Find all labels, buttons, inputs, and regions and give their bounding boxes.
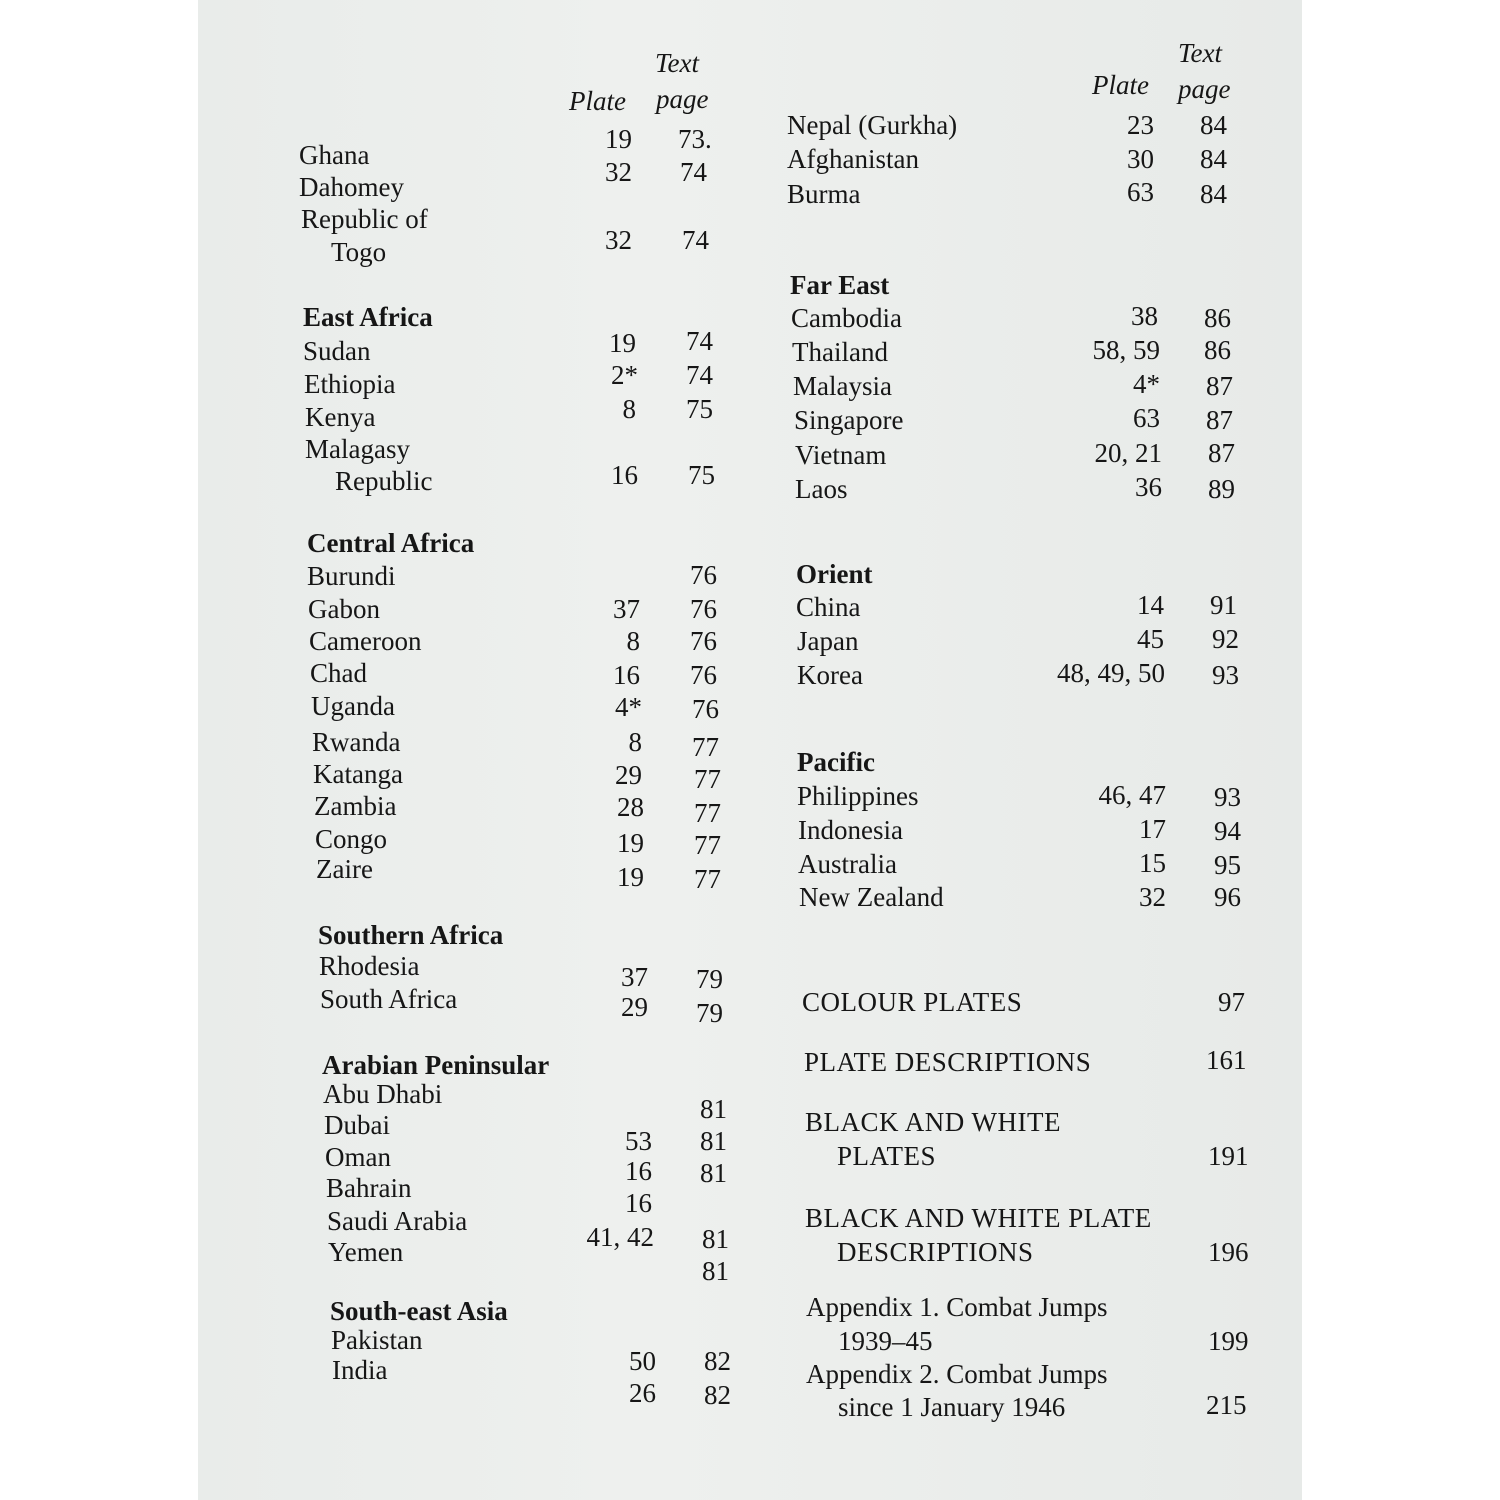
- left-top-plate: 19: [605, 124, 632, 154]
- plate-number: 32: [1139, 882, 1166, 912]
- plate-number: 16: [611, 460, 638, 490]
- entry-name: Gabon: [308, 594, 380, 624]
- left-header-text: Text: [655, 48, 700, 78]
- entry-name: Dubai: [324, 1110, 390, 1140]
- entry-name: Korea: [797, 660, 863, 690]
- plate-number: 20, 21: [1094, 438, 1162, 468]
- plate-number: 29: [621, 992, 648, 1022]
- page-number: 86: [1204, 335, 1231, 365]
- plate-number: 58, 59: [1092, 335, 1160, 365]
- entry-name: Abu Dhabi: [323, 1079, 443, 1109]
- plate-number: 4*: [1133, 369, 1160, 399]
- entry-name: Malaysia: [793, 371, 892, 401]
- page-number: 74: [686, 326, 713, 356]
- entry-name: Sudan: [303, 336, 371, 366]
- right-header-page: page: [1178, 74, 1231, 104]
- section-title-cont: 1939–45: [838, 1326, 933, 1356]
- plate-number: 8: [622, 394, 636, 424]
- plate-number: 36: [1135, 472, 1162, 502]
- plate-number: 46, 47: [1098, 780, 1166, 810]
- plate-number: 63: [1133, 403, 1160, 433]
- region-heading: Southern Africa: [318, 920, 504, 950]
- plate-number: 45: [1137, 624, 1164, 654]
- entry-name: Zambia: [314, 791, 397, 821]
- plate-number: 32: [605, 157, 632, 187]
- entry-name: Yemen: [328, 1237, 404, 1267]
- plate-number: 16: [625, 1156, 652, 1186]
- section-page: 161: [1206, 1045, 1247, 1075]
- section-title: PLATE DESCRIPTIONS: [804, 1047, 1092, 1077]
- plate-number: 2*: [611, 360, 638, 390]
- page-number: 79: [696, 964, 723, 994]
- page-number: 95: [1214, 850, 1241, 880]
- page-number: 76: [692, 694, 719, 724]
- page-number: 76: [690, 594, 717, 624]
- entry-name: Pakistan: [331, 1325, 423, 1355]
- entry-name: Congo: [315, 824, 388, 854]
- plate-number: 53: [625, 1126, 652, 1156]
- plate-number: 63: [1127, 177, 1154, 207]
- plate-number: 50: [629, 1346, 656, 1376]
- section-title: Appendix 1. Combat Jumps: [806, 1292, 1108, 1322]
- page-number: 74: [680, 157, 707, 187]
- plate-number: 14: [1137, 590, 1164, 620]
- plate-number: 16: [613, 660, 640, 690]
- region-heading: Arabian Peninsular: [322, 1050, 550, 1080]
- page-number: 81: [702, 1256, 729, 1286]
- entry-name: Chad: [310, 658, 367, 688]
- page-number: 84: [1200, 110, 1227, 140]
- page-number: 94: [1214, 816, 1241, 846]
- plate-number: 30: [1127, 144, 1154, 174]
- plate-number: 15: [1139, 848, 1166, 878]
- page-number: 86: [1204, 303, 1231, 333]
- left-top-page: 73.: [678, 124, 712, 154]
- page-number: 76: [690, 626, 717, 656]
- right-header-plate: Plate: [1092, 70, 1149, 100]
- section-page: 199: [1208, 1326, 1249, 1356]
- section-title-cont: since 1 January 1946: [838, 1392, 1066, 1422]
- page-number: 93: [1212, 660, 1239, 690]
- entry-name: Burundi: [307, 561, 396, 591]
- plate-number: 8: [628, 727, 642, 757]
- entry-name: Uganda: [311, 691, 395, 721]
- page-number: 75: [688, 460, 715, 490]
- page-number: 76: [690, 560, 717, 590]
- page-number: 76: [690, 660, 717, 690]
- entry-name: Republic: [335, 466, 433, 496]
- page-number: 96: [1214, 882, 1241, 912]
- section-page: 196: [1208, 1237, 1249, 1267]
- plate-number: 37: [621, 962, 648, 992]
- plate-number: 17: [1139, 814, 1166, 844]
- entry-name: Oman: [325, 1142, 391, 1172]
- region-heading: South-east Asia: [330, 1296, 508, 1326]
- plate-number: 41, 42: [586, 1222, 654, 1252]
- page-number: 77: [694, 798, 721, 828]
- region-heading: Orient: [796, 559, 873, 589]
- plate-number: 19: [617, 862, 644, 892]
- page-number: 77: [692, 732, 719, 762]
- plate-number: 37: [613, 594, 640, 624]
- entry-name: Bahrain: [326, 1173, 412, 1203]
- entry-name: Indonesia: [798, 815, 903, 845]
- page-number: 74: [682, 225, 709, 255]
- section-title: COLOUR PLATES: [802, 987, 1023, 1017]
- page-number: 77: [694, 764, 721, 794]
- plate-number: 16: [625, 1188, 652, 1218]
- page-number: 74: [686, 360, 713, 390]
- entry-name: Malagasy: [305, 434, 410, 464]
- entry-name: Togo: [331, 237, 387, 267]
- entry-name: Rhodesia: [319, 951, 420, 981]
- section-page: 215: [1206, 1390, 1247, 1420]
- entry-name: Saudi Arabia: [327, 1206, 468, 1236]
- section-title-cont: PLATES: [837, 1141, 937, 1171]
- entry-name: Australia: [798, 849, 897, 879]
- left-header-page: page: [656, 84, 709, 114]
- plate-number: 8: [626, 626, 640, 656]
- region-heading: East Africa: [303, 302, 433, 332]
- entry-name: South Africa: [320, 984, 458, 1014]
- section-title: Appendix 2. Combat Jumps: [806, 1359, 1108, 1389]
- region-heading: Far East: [790, 270, 890, 300]
- entry-name: Kenya: [305, 402, 376, 432]
- page-number: 84: [1200, 179, 1227, 209]
- region-heading: Pacific: [797, 747, 875, 777]
- entry-name: Republic of: [301, 204, 428, 234]
- plate-number: 19: [609, 328, 636, 358]
- page-number: 87: [1206, 371, 1233, 401]
- page-number: 82: [704, 1380, 731, 1410]
- region-heading: Central Africa: [307, 528, 475, 558]
- page-number: 81: [700, 1094, 727, 1124]
- right-header-text: Text: [1178, 38, 1223, 68]
- plate-number: 38: [1131, 301, 1158, 331]
- page-number: 87: [1208, 438, 1235, 468]
- plate-number: 32: [605, 225, 632, 255]
- page-number: 87: [1206, 405, 1233, 435]
- page-number: 79: [696, 998, 723, 1028]
- plate-number: 29: [615, 760, 642, 790]
- entry-name: India: [332, 1355, 388, 1385]
- entry-name: Singapore: [794, 405, 904, 435]
- entry-name: Thailand: [792, 337, 888, 367]
- plate-number: 28: [617, 792, 644, 822]
- section-page: 191: [1208, 1141, 1249, 1171]
- entry-name: Vietnam: [795, 440, 887, 470]
- entry-name: Cameroon: [309, 626, 422, 656]
- page-number: 77: [694, 864, 721, 894]
- entry-name: Dahomey: [299, 172, 404, 202]
- page-number: 91: [1210, 590, 1237, 620]
- entry-name: Rwanda: [312, 727, 401, 757]
- entry-name: Katanga: [313, 759, 403, 789]
- plate-number: 23: [1127, 110, 1154, 140]
- page-number: 81: [702, 1224, 729, 1254]
- entry-name: Ethiopia: [304, 369, 396, 399]
- section-page: 97: [1218, 987, 1245, 1017]
- entry-name: Burma: [787, 179, 861, 209]
- page-number: 82: [704, 1346, 731, 1376]
- section-title-cont: DESCRIPTIONS: [837, 1237, 1034, 1267]
- entry-name: Cambodia: [791, 303, 902, 333]
- plate-number: 26: [629, 1378, 656, 1408]
- entry-name: Afghanistan: [787, 144, 919, 174]
- page-number: 93: [1214, 782, 1241, 812]
- section-title: BLACK AND WHITE: [805, 1107, 1061, 1137]
- entry-name: Japan: [797, 626, 859, 656]
- entry-name: Laos: [795, 474, 848, 504]
- page-number: 89: [1208, 474, 1235, 504]
- plate-number: 19: [617, 828, 644, 858]
- page-number: 81: [700, 1126, 727, 1156]
- page-number: 84: [1200, 144, 1227, 174]
- entry-name: Philippines: [797, 781, 919, 811]
- section-title: BLACK AND WHITE PLATE: [805, 1203, 1152, 1233]
- left-header-plate: Plate: [569, 86, 626, 116]
- page-number: 92: [1212, 624, 1239, 654]
- page-number: 75: [686, 394, 713, 424]
- entry-name: Ghana: [299, 140, 370, 170]
- plate-number: 4*: [615, 692, 642, 722]
- plate-number: 48, 49, 50: [1057, 658, 1165, 688]
- entry-name: Nepal (Gurkha): [787, 110, 958, 140]
- page-number: 81: [700, 1158, 727, 1188]
- entry-name: China: [796, 592, 861, 622]
- entry-name: Zaire: [316, 854, 373, 884]
- page-number: 77: [694, 830, 721, 860]
- entry-name: New Zealand: [799, 882, 944, 912]
